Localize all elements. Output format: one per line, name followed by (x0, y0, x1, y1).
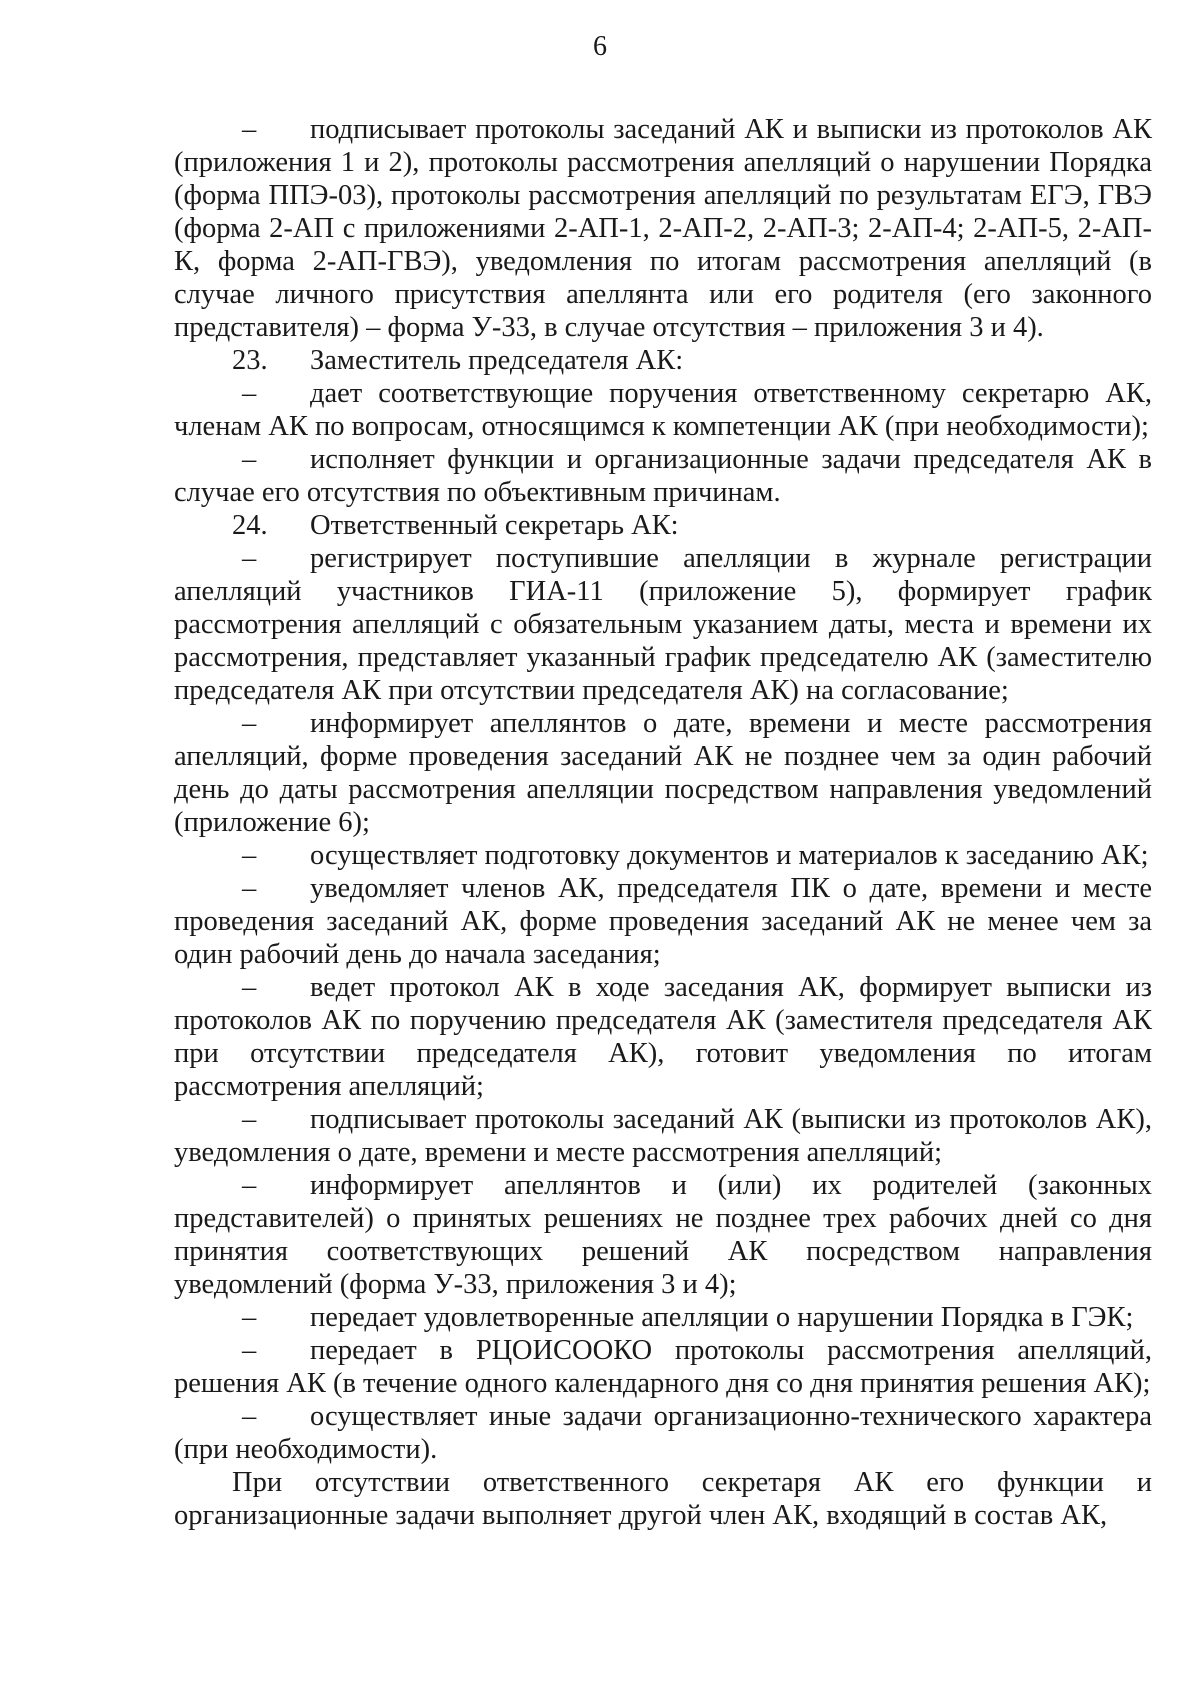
paragraph-text: осуществляет подготовку документов и материалов к заседанию АК; (310, 840, 1149, 871)
paragraph-text: дает соответствующие поручения ответственному секретарю АК, членам АК по вопросам, относящимся к компетенции АК (при необходимости); (174, 378, 1152, 442)
dash-marker: – (242, 1335, 257, 1366)
paragraph (174, 1169, 1152, 1301)
paragraph-text: передает в РЦОИСООКО протоколы рассмотрения апелляций, решения АК (в течение одного календарного дня со дня принятия решения АК); (174, 1335, 1152, 1399)
paragraph-text: Ответственный секретарь АК: (310, 510, 679, 541)
dash-marker: – (242, 1401, 257, 1432)
document-body (174, 113, 1152, 1532)
paragraph-text: осуществляет иные задачи организационно-технического характера (при необходимости). (174, 1401, 1152, 1465)
paragraph-text: При отсутствии ответственного секретаря АК его функции и организационные задачи выполняет другой член АК, входящий в состав АК, (174, 1467, 1152, 1531)
dash-marker: – (242, 972, 257, 1003)
item-number: 23. (232, 345, 268, 376)
paragraph-text: Заместитель председателя АК: (310, 345, 684, 376)
dash-marker: – (242, 1104, 257, 1135)
page-number: 6 (593, 31, 607, 62)
paragraph-text: информирует апеллянтов и (или) их родителей (законных представителей) о принятых решениях не позднее трех рабочих дней со дня принятия соответствующих решений АК посредством направления уведомлений (форма У-33, приложения 3 и 4); (174, 1170, 1152, 1300)
item-number: 24. (232, 510, 268, 541)
paragraph (174, 1301, 1152, 1334)
dash-marker: – (242, 708, 257, 739)
paragraph (174, 1466, 1152, 1532)
paragraph (174, 707, 1152, 839)
dash-marker: – (242, 378, 257, 409)
paragraph (174, 1400, 1152, 1466)
paragraph (174, 542, 1152, 707)
paragraph-text: ведет протокол АК в ходе заседания АК, формирует выписки из протоколов АК по поручению председателя АК (заместителя председателя АК при отсутствии председателя АК), готовит уведомления по итогам рассмотрения апелляций; (174, 972, 1152, 1102)
dash-marker: – (242, 444, 257, 475)
paragraph (174, 872, 1152, 971)
paragraph (174, 377, 1152, 443)
dash-marker: – (242, 840, 257, 871)
paragraph (174, 1334, 1152, 1400)
dash-marker: – (242, 873, 257, 904)
paragraph (174, 971, 1152, 1103)
paragraph (174, 443, 1152, 509)
paragraph-text: подписывает протоколы заседаний АК (выписки из протоколов АК), уведомления о дате, времени и месте рассмотрения апелляций; (174, 1104, 1152, 1168)
paragraph-text: подписывает протоколы заседаний АК и выписки из протоколов АК (приложения 1 и 2), протоколы рассмотрения апелляций о нарушении Порядка (форма ППЭ-03), протоколы рассмотрения апелляций по результатам ЕГЭ, ГВЭ (форма 2-АП с приложениями 2-АП-1, 2-АП-2, 2-АП-3; 2-АП-4; 2-АП-5, 2-АП-К, форма 2-АП-ГВЭ), уведомления по итогам рассмотрения апелляций (в случае личного присутствия апеллянта или его родителя (его законного представителя) – форма У-33, в случае отсутствия – приложения 3 и 4). (174, 114, 1152, 343)
numbered-paragraph (174, 344, 1152, 377)
numbered-paragraph (174, 509, 1152, 542)
dash-marker: – (242, 1170, 257, 1201)
dash-marker: – (242, 1302, 257, 1333)
paragraph-text: информирует апеллянтов о дате, времени и месте рассмотрения апелляций, форме проведения заседаний АК не позднее чем за один рабочий день до даты рассмотрения апелляции посредством направления уведомлений (приложение 6); (174, 708, 1152, 838)
paragraph-text: исполняет функции и организационные задачи председателя АК в случае его отсутствия по объективным причинам. (174, 444, 1152, 508)
paragraph (174, 1103, 1152, 1169)
dash-marker: – (242, 114, 257, 145)
paragraph (174, 113, 1152, 344)
paragraph (174, 839, 1152, 872)
paragraph-text: регистрирует поступившие апелляции в журнале регистрации апелляций участников ГИА-11 (приложение 5), формирует график рассмотрения апелляций с обязательным указанием даты, места и времени их рассмотрения, представляет указанный график председателю АК (заместителю председателя АК при отсутствии председателя АК) на согласование; (174, 543, 1152, 706)
paragraph-text: передает удовлетворенные апелляции о нарушении Порядка в ГЭК; (310, 1302, 1134, 1333)
paragraph-text: уведомляет членов АК, председателя ПК о дате, времени и месте проведения заседаний АК, форме проведения заседаний АК не менее чем за один рабочий день до начала заседания; (174, 873, 1152, 970)
dash-marker: – (242, 543, 257, 574)
